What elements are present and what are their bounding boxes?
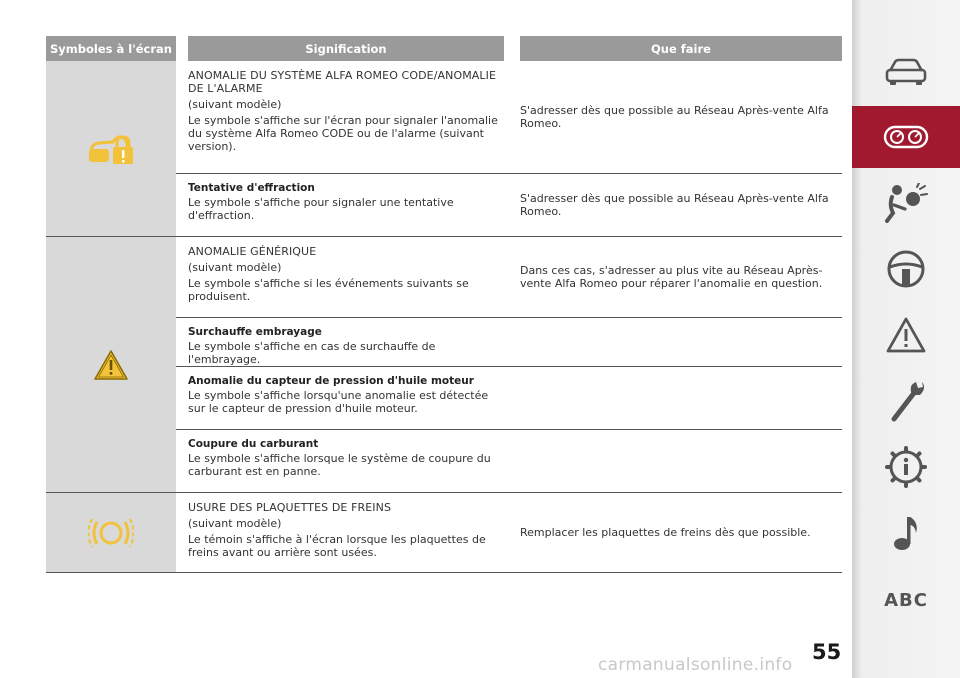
row-action: Remplacer les plaquettes de freins dès que possible. — [520, 526, 811, 539]
row-text: Le symbole s'affiche lorsqu'une anomalie est détectée sur le capteur de pression d'huile moteur. — [188, 389, 489, 415]
table-group-brake-pads — [46, 493, 842, 573]
row-text: Le symbole s'affiche sur l'écran pour signaler l'anomalie du système Alfa Romeo CODE ou de l'alarme (suivant version). — [188, 114, 498, 153]
chapter-sidebar — [852, 0, 960, 678]
airbag-person-icon — [883, 183, 929, 223]
table-group-alfa-code — [46, 61, 842, 237]
table-row — [176, 317, 842, 366]
meaning-cell — [188, 493, 504, 572]
row-action: Dans ces cas, s'adresser au plus vite au Réseau Après-vente Alfa Romeo pour réparer l'anomalie en question. — [520, 264, 823, 290]
row-bold-title: Coupure du carburant — [188, 438, 319, 450]
action-cell — [520, 174, 842, 236]
sidebar-item-maintenance[interactable] — [852, 370, 960, 432]
row-bold-title: Tentative d'effraction — [188, 182, 315, 194]
row-text: Le symbole s'affiche si les événements suivants se produisent. — [188, 277, 469, 303]
wrench-icon — [886, 379, 926, 423]
index-abc-label: ABC — [884, 589, 928, 611]
row-bold-title: Surchauffe embrayage — [188, 326, 322, 338]
sidebar-item-index[interactable] — [852, 580, 960, 620]
row-bold-title: Anomalie du capteur de pression d'huile moteur — [188, 375, 474, 387]
music-note-icon — [891, 513, 921, 553]
table-row — [176, 429, 842, 492]
sidebar-item-car[interactable] — [852, 42, 960, 102]
warning-triangle-icon — [93, 349, 129, 381]
meaning-cell — [188, 237, 504, 317]
table-row — [176, 173, 842, 236]
dashboard-gauge-icon — [883, 124, 929, 150]
table-header — [46, 36, 842, 61]
row-text: Le symbole s'affiche lorsque le système de coupure du carburant est en panne. — [188, 452, 491, 478]
header-meaning: Signification — [188, 36, 504, 61]
symbol-cell — [46, 237, 176, 492]
sidebar-item-multimedia[interactable] — [852, 502, 960, 564]
row-title: ANOMALIE GÉNÉRIQUE — [188, 245, 317, 258]
symbol-cell — [46, 493, 176, 572]
action-cell — [520, 318, 842, 366]
sidebar-item-emergency[interactable] — [852, 304, 960, 366]
page-number: 55 — [812, 640, 842, 664]
watermark-text: carmanualsonline.info — [598, 655, 793, 675]
sidebar-item-technical-data[interactable] — [852, 436, 960, 498]
meaning-cell — [188, 61, 504, 173]
table-row — [176, 61, 842, 173]
header-symbols: Symboles à l'écran — [46, 36, 176, 61]
row-title: USURE DES PLAQUETTES DE FREINS — [188, 501, 392, 514]
action-cell — [520, 430, 842, 492]
row-subtitle: (suivant modèle) — [188, 261, 282, 274]
meaning-cell — [188, 318, 504, 366]
row-title: ANOMALIE DU SYSTÈME ALFA ROMEO CODE/ANOMALIE DE L'ALARME — [188, 69, 497, 95]
action-cell — [520, 367, 842, 429]
action-cell — [520, 493, 842, 572]
symbol-cell — [46, 61, 176, 236]
action-cell — [520, 237, 842, 317]
warning-triangle-icon — [885, 316, 927, 354]
table-row — [176, 237, 842, 317]
warning-symbols-table — [46, 36, 842, 573]
info-gear-icon — [884, 445, 928, 489]
car-icon — [884, 57, 928, 87]
row-text: Le témoin s'affiche à l'écran lorsque les plaquettes de freins avant ou arrière sont usées. — [188, 533, 486, 559]
meaning-cell — [188, 174, 504, 236]
row-text: Le symbole s'affiche en cas de surchauffe de l'embrayage. — [188, 340, 436, 366]
row-text: Le symbole s'affiche pour signaler une tentative d'effraction. — [188, 196, 454, 222]
meaning-cell — [188, 430, 504, 492]
row-subtitle: (suivant modèle) — [188, 517, 282, 530]
brake-pads-icon — [88, 516, 134, 550]
alfa-romeo-code-padlock-icon — [87, 132, 135, 166]
table-row — [176, 493, 842, 572]
header-action: Que faire — [520, 36, 842, 61]
action-cell — [520, 61, 842, 173]
table-group-generic-anomaly — [46, 237, 842, 493]
meaning-cell — [188, 367, 504, 429]
sidebar-item-safety[interactable] — [852, 172, 960, 234]
sidebar-item-driving[interactable] — [852, 238, 960, 300]
table-row — [176, 366, 842, 429]
sidebar-item-dashboard[interactable] — [852, 106, 960, 168]
steering-wheel-icon — [886, 249, 926, 289]
row-action: S'adresser dès que possible au Réseau Après-vente Alfa Romeo. — [520, 192, 829, 218]
row-action: S'adresser dès que possible au Réseau Après-vente Alfa Romeo. — [520, 104, 829, 130]
row-subtitle: (suivant modèle) — [188, 98, 282, 111]
